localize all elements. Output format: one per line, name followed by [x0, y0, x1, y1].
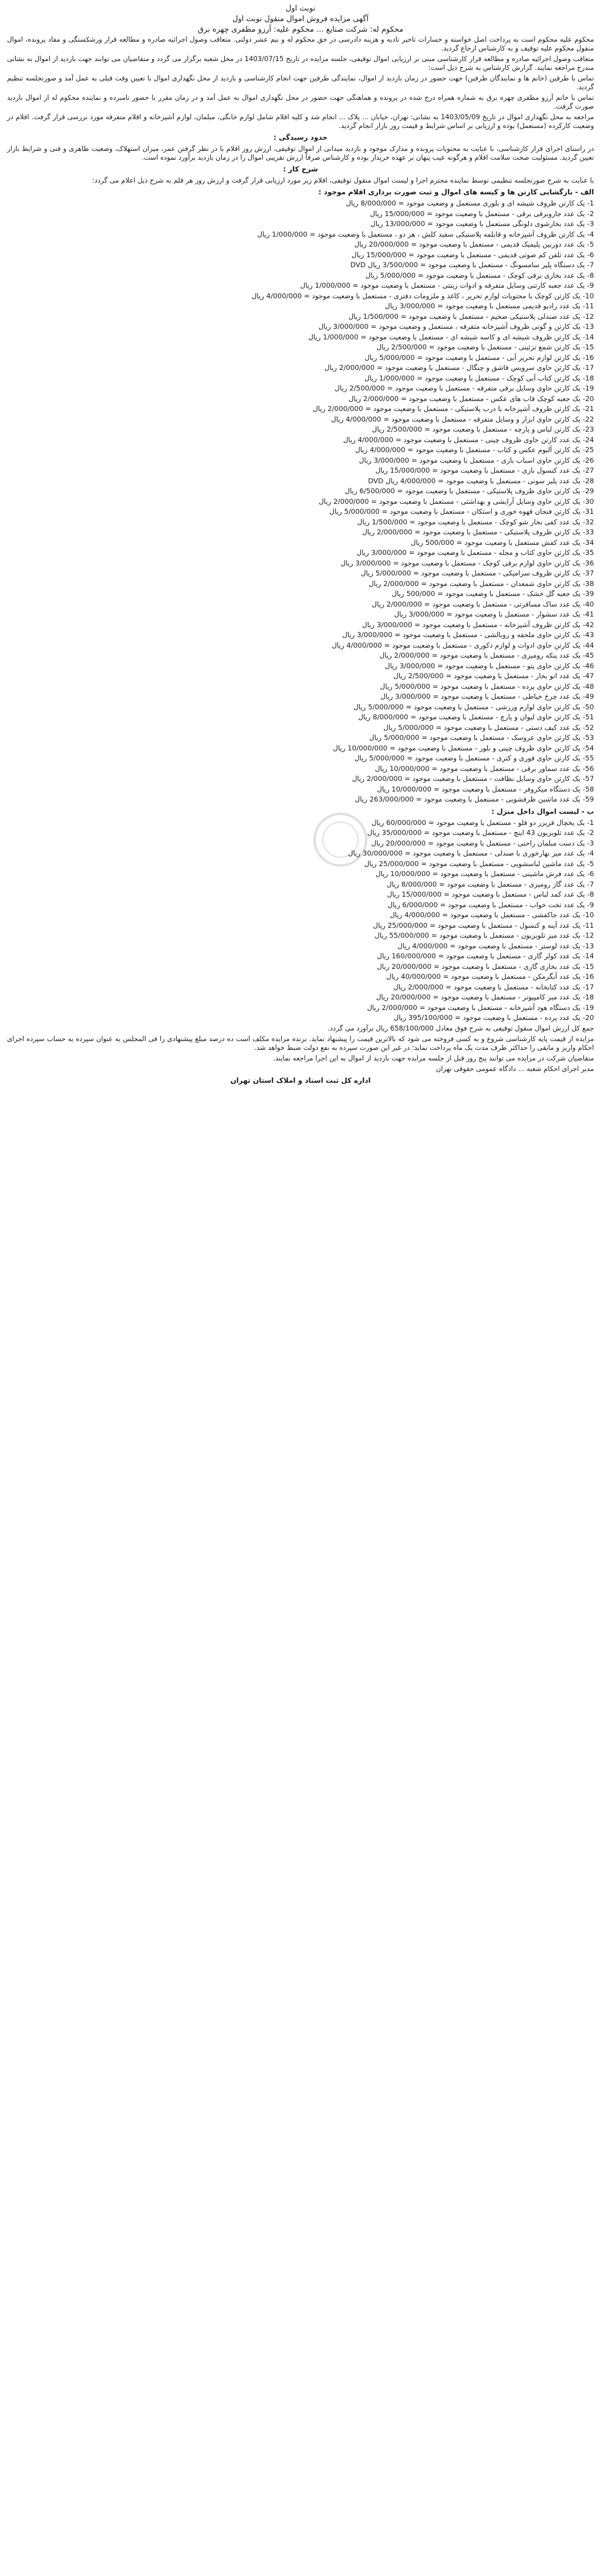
- section-paragraph: با عنایت به شرح صورتجلسه تنظیمی توسط نماینده محترم اجرا و لیست اموال منقول توقیفی، اقلام زیر مورد ارزیابی قرار گرفت و ارزش روز هر قلم به شرح ذیل اعلام می گردد:: [92, 176, 594, 184]
- list-item: 28- یک عدد پلیر سونی - مستعمل با وضعیت موجود = 4/000/000 ریال DVD: [368, 476, 594, 485]
- list-item: 6- یک عدد فرش ماشینی - مستعمل با وضعیت موجود = 10/000/000 ریال: [375, 870, 594, 878]
- list-item: 30- یک کارتن حاوی وسایل آرایشی و بهداشتی - مستعمل با وضعیت موجود = 2/000/000 ریال: [319, 497, 594, 506]
- total-line: جمع کل ارزش اموال منقول توقیفی به شرح فوق معادل 658/100/000 ریال برآورد می گردد.: [327, 1023, 594, 1032]
- list-item: 38- یک کارتن حاوی شمعدان - مستعمل با وضعیت موجود = 2/000/000 ریال: [369, 579, 594, 588]
- intro-paragraph: محکوم علیه محکوم است به پرداخت اصل خواسته و خسارات تاخیر تادیه و هزینه دادرسی در حق محکوم له و نیم عشر دولتی. متعاقب وصول اجرائیه صادره و مطالعه قرار ورشکستگی و مفاد پرونده، اموال منقول محکوم علیه توقیف و به کارشناس ارجاع گردید.: [7, 35, 594, 52]
- list-item: 37- یک کارتن ظروف سرامیکی - مستعمل با وضعیت موجود = 5/000/000 ریال: [360, 569, 594, 577]
- list-item: 32- یک عدد کفی بخار شو کوچک - مستعمل با وضعیت موجود = 1/500/000 ریال: [357, 517, 594, 526]
- intro: [7, 35, 594, 130]
- list-item: 9- یک عدد تخت خواب - مستعمل با وضعیت موجود = 6/000/000 ریال: [387, 900, 594, 909]
- list-item: 42- یک کارتن ظروف آشپزخانه - مستعمل با وضعیت موجود = 3/000/000 ریال: [362, 620, 594, 629]
- list-item: 3- یک دست مبلمان راحتی - مستعمل با وضعیت موجود = 20/000/000 ریال: [371, 839, 594, 847]
- list-item: 52- یک عدد کیف دستی - مستعمل با وضعیت موجود = 5/000/000 ریال: [383, 723, 594, 732]
- list-item: 12- یک عدد میز تلویزیون - مستعمل با وضعیت موجود = 55/000/000 ریال: [374, 931, 594, 940]
- section-heading: حدود رسیدگی :: [273, 133, 327, 142]
- list-item: 9- یک عدد جعبه کارتنی وسایل متفرقه و ادوات زینتی - مستعمل با وضعیت موجود = 1/000/000 ریال: [300, 281, 594, 289]
- list-item: 48- یک کارتن حاوی پرده - مستعمل با وضعیت موجود = 5/000/000 ریال: [380, 682, 594, 691]
- section-heading: شرح کار :: [283, 165, 318, 173]
- list-item: 35- یک کارتن حاوی کتاب و مجله - مستعمل با وضعیت موجود = 3/000/000 ریال: [356, 548, 594, 557]
- list-item: 8- یک عدد بخاری برقی کوچک - مستعمل با وضعیت موجود = 5/000/000 ریال: [365, 271, 594, 280]
- intro-paragraph: متعاقب وصول اجرائیه صادره و مطالعه قرار کارشناسی مبنی بر ارزیابی اموال توقیفی، جلسه مزایده در تاریخ 1403/07/15 در محل شعبه برگزار می گردد و متقاضیان می توانند جهت بازدید از اموال به نشانی مندرج مراجعه نمایند. گزارش کارشناس به شرح ذیل است:: [7, 55, 594, 72]
- list-item: 29- یک کارتن حاوی ظروف پلاستیکی - مستعمل با وضعیت موجود = 6/500/000 ریال: [345, 487, 594, 495]
- list-item: 55- یک کارتن حاوی قوری و کتری - مستعمل با وضعیت موجود = 5/000/000 ریال: [354, 754, 594, 762]
- list-item: 34- یک عدد کفش مستعمل با وضعیت موجود = 500/000 ریال: [410, 538, 594, 547]
- announcement-header: [7, 4, 594, 35]
- list-item: 46- یک کارتن حاوی پتو - مستعمل با وضعیت موجود = 3/000/000 ریال: [384, 661, 594, 670]
- list-item: 23- یک کارتن لباس و پارچه - مستعمل با وضعیت موجود = 2/500/000 ریال: [372, 425, 594, 433]
- list-item: 20- یک عدد پرده - مستعمل با وضعیت موجود = 395/100/000 ریال: [393, 1013, 594, 1022]
- intro-paragraph: مراجعه به محل نگهداری اموال در تاریخ 1403/05/09 به نشانی: تهران، خیابان ... پلاک ... انجام شد و کلیه اقلام شامل لوازم خانگی، مبلمان، لوازم آشپزخانه و اقلام متفرقه مورد بررسی قرار گرفت. اقلام در وضعیت کارکرده (مستعمل) بوده و ارزیابی بر اساس شرایط و قیمت روز بازار انجام گردید.: [7, 113, 594, 130]
- list-item: 5- یک عدد دوربین پلیمیک قدیمی - مستعمل با وضعیت موجود = 20/000/000 ریال: [354, 240, 594, 248]
- closing: [7, 1024, 594, 1073]
- list-item: 22- یک کارتن حاوی ابزار و وسایل متفرقه - مستعمل با وضعیت موجود = 4/000/000 ریال: [331, 415, 594, 423]
- list-item: 54- یک کارتن حاوی ظروف چینی و بلور - مستعمل با وضعیت موجود = 10/000/000 ریال: [333, 743, 594, 752]
- list-item: 12- یک عدد صندلی پلاستیکی ضخیم - مستعمل با وضعیت موجود = 1/500/000 ریال: [348, 312, 594, 321]
- signature-line: مدیر اجرای احکام شعبه ... دادگاه عمومی حقوقی تهران: [435, 1064, 594, 1073]
- list-item: 26- یک کارتن حاوی اسباب بازی - مستعمل با وضعیت موجود = 3/000/000 ریال: [359, 456, 594, 464]
- list-item: 49- یک عدد چرخ خیاطی - مستعمل با وضعیت موجود = 3/000/000 ریال: [380, 692, 594, 701]
- list-item: 11- یک عدد آینه و کنسول - مستعمل با وضعیت موجود = 25/000/000 ریال: [373, 921, 594, 930]
- closing-paragraph: متقاضیان شرکت در مزایده می توانند پنج روز قبل از جلسه مزایده جهت بازدید از اموال به این اجرا مراجعه نمایند.: [273, 1053, 594, 1062]
- intro-paragraph: تماس با طرفین (خانم ها و نمایندگان طرفین) جهت حضور در زمان بازدید از اموال، نمایندگی طرفین جهت انجام کارشناسی و بازدید از محل نگهداری اموال با تعیین وقت قبلی به عمل آمد و صورتجلسه تنظیم گردید.: [7, 74, 594, 91]
- list-item: 44- یک کارتن حاوی ادوات و لوازم دکوری - مستعمل با وضعیت موجود = 4/000/000 ریال: [332, 641, 594, 649]
- header-line-3: محکوم له: شرکت صنایع ... محکوم علیه: آرزو مظفری چهره برق: [197, 25, 404, 34]
- list-item: 39- یک جعبه گل خشک - مستعمل با وضعیت موجود = 500/000 ریال: [391, 590, 594, 598]
- list-item: 2- یک عدد جاروبرقی برقی - مستعمل با وضعیت موجود = 15/000/000 ریال: [370, 209, 594, 218]
- list-item: 1- یک کارتن ظروف شیشه ای و بلوری مستعمل و وضعیت موجود = 8/000/000 ریال: [346, 199, 594, 207]
- list-item: 5- یک عدد ماشین لباسشویی - مستعمل با وضعیت موجود = 25/000/000 ریال: [364, 859, 594, 868]
- list-item: 16- یک کارتن لوازم تحریر آبی - مستعمل با وضعیت موجود = 5/000/000 ریال: [364, 353, 594, 362]
- list-item: 4- یک عدد میز نهارخوری با صندلی - مستعمل با وضعیت موجود = 30/000/000 ریال: [347, 849, 594, 857]
- list-item: 15- یک کارتن شمع تزئینی - مستعمل با وضعیت موجود = 2/500/000 ریال: [376, 343, 594, 351]
- list-item: 10- یک کارتن کوچک با محتویات لوازم تحریر ، کاغذ و ملزومات دفتری - مستعمل با وضعیت موجود = 4/000/000 ریال: [251, 291, 594, 300]
- list-item: 59- یک عدد ماشین ظرفشویی - مستعمل با وضعیت موجود = 263/000/000 ریال: [354, 795, 594, 803]
- list-item: 36- یک کارتن حاوی لوازم برقی کوچک - مستعمل با وضعیت موجود = 3/000/000 ریال: [340, 558, 594, 567]
- item-list-c: [7, 819, 594, 1023]
- closing-paragraph: مزایده از قیمت پایه کارشناسی شروع و به کسی فروخته می شود که بالاترین قیمت را پیشنهاد نماید. برنده مزایده مکلف است ده درصد مبلغ پیشنهادی را فی المجلس به عنوان سپرده به حساب سپرده اجرای احکام واریز و مابقی را حداکثر ظرف مدت یک ماه پرداخت نماید؛ در غیر این صورت سپرده به نفع دولت ضبط خواهد شد.: [7, 1034, 594, 1052]
- list-item: 14- یک عدد کولر گازی - مستعمل با وضعیت موجود = 160/000/000 ریال: [377, 952, 594, 960]
- list-item: 53- یک کارتن حاوی عروسک - مستعمل با وضعیت موجود = 5/000/000 ریال: [369, 733, 594, 742]
- list-item: 18- یک کارتن کتاب آبی کوچک - مستعمل با وضعیت موجود = 1/000/000 ریال: [364, 373, 594, 382]
- list-item: 56- یک عدد سماور برقی - مستعمل با وضعیت موجود = 10/000/000 ریال: [374, 764, 594, 773]
- list-item: 2- یک عدد تلویزیون 43 اینچ - مستعمل با وضعیت موجود = 35/000/000 ریال: [367, 829, 594, 837]
- watermark-seal: [305, 810, 376, 869]
- header-line-1: نوبت اول: [285, 4, 316, 13]
- list-item: 1- یک یخچال فریزر دو قلو - مستعمل با وضعیت موجود = 60/000/000 ریال: [372, 818, 594, 827]
- list-item: 11- یک عدد رادیو قدیمی مستعمل با وضعیت موجود = 3/000/000 ریال: [384, 302, 594, 310]
- section-body: [7, 176, 594, 185]
- subsection-heading: الف - بازگشایی کارتن ها و کیسه های اموال و ثبت صورت برداری اقلام موجود :: [318, 188, 594, 196]
- section-paragraph: در راستای اجرای قرار کارشناسی، با عنایت به محتویات پرونده و مدارک موجود و بازدید میدانی از اموال توقیفی، ارزش روز اقلام با در نظر گرفتن عمر، میزان استهلاک، وضعیت ظاهری و فنی و شرایط بازار تعیین گردید. مسئولیت صحت سلامت اقلام و هرگونه عیب پنهان بر عهده خریدار بوده و کارشناس صرفاً ارزش تقریبی اموال را در زمان بازدید برآورد نموده است.: [7, 144, 594, 161]
- list-item: 20- یک جعبه کوچک قاب های عکس - مستعمل با وضعیت موجود = 2/000/000 ریال: [348, 394, 594, 403]
- list-item: 51- یک کارتن حاوی لیوان و پارچ - مستعمل با وضعیت موجود = 8/000/000 ریال: [358, 713, 594, 721]
- list-item: 7- یک عدد گاز رومیزی - مستعمل با وضعیت موجود = 8/000/000 ریال: [386, 880, 594, 888]
- list-item: 50- یک کارتن حاوی لوازم ورزشی - مستعمل با وضعیت موجود = 5/000/000 ریال: [353, 702, 594, 711]
- list-item: 4- یک کارتن ظروف آشپزخانه و قابلمه پلاستیکی سفید کلش ، هر دو ، مستعمل با وضعیت موجود = 1/000/000 ریال: [257, 230, 594, 238]
- list-item: 8- یک عدد کمد لباس - مستعمل با وضعیت موجود = 15/000/000 ریال: [387, 890, 594, 898]
- list-item: 27- یک عدد کنسول بازی - مستعمل با وضعیت موجود = 15/000/000 ریال: [375, 466, 594, 474]
- list-item: 40- یک عدد ساک مسافرتی - مستعمل با وضعیت موجود = 2/000/000 ریال: [372, 600, 594, 608]
- list-item: 45- یک عدد پنکه رومیزی - مستعمل با وضعیت موجود = 2/000/000 ریال: [379, 651, 594, 659]
- section-body: [7, 144, 594, 162]
- list-item: 3- یک عدد بخارشوی دلونگی مستعمل با وضعیت موجود = 13/000/000 ریال: [370, 220, 594, 228]
- subsection-heading: ب - لیست اموال داخل منزل :: [491, 807, 594, 816]
- list-item: 58- یک دستگاه میکروفر - مستعمل با وضعیت موجود = 10/000/000 ریال: [377, 784, 594, 793]
- list-item: 14- یک کارتن ظروف شیشه ای و کاسه شیشه ای - مستعمل با وضعیت موجود = 1/000/000 ریال: [308, 332, 594, 341]
- list-item: 16- یک عدد آبگرمکن - مستعمل با وضعیت موجود = 40/000/000 ریال: [386, 972, 594, 981]
- list-item: 10- یک عدد جاکفشی - مستعمل با وضعیت موجود = 4/000/000 ریال: [390, 911, 594, 919]
- list-item: 31- یک کارتن فنجان قهوه خوری و استکان - مستعمل با وضعیت موجود = 5/000/000 ریال: [329, 507, 594, 516]
- list-item: 41- یک عدد سشوار - مستعمل با وضعیت موجود = 3/000/000 ریال: [394, 610, 594, 618]
- list-item: 13- یک کارتن و گونی ظروف آشپزخانه متفرقه ، مستعمل و وضعیت موجود = 3/000/000 ریال: [318, 322, 594, 331]
- intro-paragraph: تماس با خانم آرزو مظفری چهره برق به شماره همراه درج شده در پرونده و هماهنگی جهت حضور در محل نگهداری اموال به عمل آمد و در زمان مقرر با حضور نامبرده و نماینده محکوم له از اموال بازدید صورت گرفت.: [7, 93, 594, 110]
- list-item: 7- یک دستگاه پلیر سامسونگ - مستعمل با وضعیت موجود = 3/500/000 ریال DVD: [350, 261, 594, 269]
- footer-line: اداره کل ثبت اسناد و املاک استان تهران: [230, 1076, 371, 1085]
- list-item: 43- یک کارتن حاوی ملحفه و روبالشی - مستعمل با وضعیت موجود = 3/000/000 ریال: [342, 631, 594, 639]
- list-item: 33- یک کارتن ظروف پلاستیکی - مستعمل با وضعیت موجود = 2/000/000 ریال: [362, 528, 594, 536]
- list-item: 17- یک عدد کتابخانه - مستعمل با وضعیت موجود = 2/000/000 ریال: [393, 982, 594, 991]
- list-item: 57- یک کارتن حاوی وسایل نظافت - مستعمل با وضعیت موجود = 2/000/000 ریال: [352, 775, 594, 783]
- list-item: 19- یک کارتن حاوی وسایل برقی متفرقه - مستعمل با وضعیت موجود = 2/500/000 ریال: [335, 384, 594, 392]
- list-item: 19- یک دستگاه هود آشپزخانه - مستعمل با وضعیت موجود = 2/000/000 ریال: [367, 1003, 594, 1012]
- list-item: 13- یک عدد لوستر - مستعمل با وضعیت موجود = 4/000/000 ریال: [397, 941, 594, 950]
- list-item: 25- یک کارتن آلبوم عکس و کتاب - مستعمل با وضعیت موجود = 4/000/000 ریال: [355, 446, 594, 454]
- list-item: 24- یک عدد کارتن حاوی ظروف چینی - مستعمل با وضعیت موجود = 4/000/000 ریال: [343, 435, 594, 444]
- list-item: 21- یک کارتن ظروف آشپزخانه با درب پلاستیکی - مستعمل با وضعیت موجود = 2/000/000 ریال: [313, 405, 594, 413]
- list-item: 47- یک عدد اتو بخار - مستعمل با وضعیت موجود = 2/500/000 ریال: [393, 672, 594, 680]
- list-item: 17- یک کارتن حاوی سرویس قاشق و چنگال - مستعمل با وضعیت موجود = 2/000/000 ریال: [324, 363, 594, 372]
- list-item: 6- یک عدد تلفن کم صوتی قدیمی - مستعمل با وضعیت موجود = 15/000/000 ریال: [352, 250, 594, 259]
- list-item: 18- یک عدد میز کامپیوتر - مستعمل با وضعیت موجود = 20/000/000 ریال: [376, 993, 594, 1001]
- item-list-b: [7, 631, 594, 804]
- header-title: آگهی مزایده فروش اموال منقول نوبت اول: [232, 15, 369, 23]
- item-list-a: [7, 199, 594, 629]
- list-item: 15- یک عدد بخاری گازی - مستعمل با وضعیت موجود = 20/000/000 ریال: [377, 962, 594, 971]
